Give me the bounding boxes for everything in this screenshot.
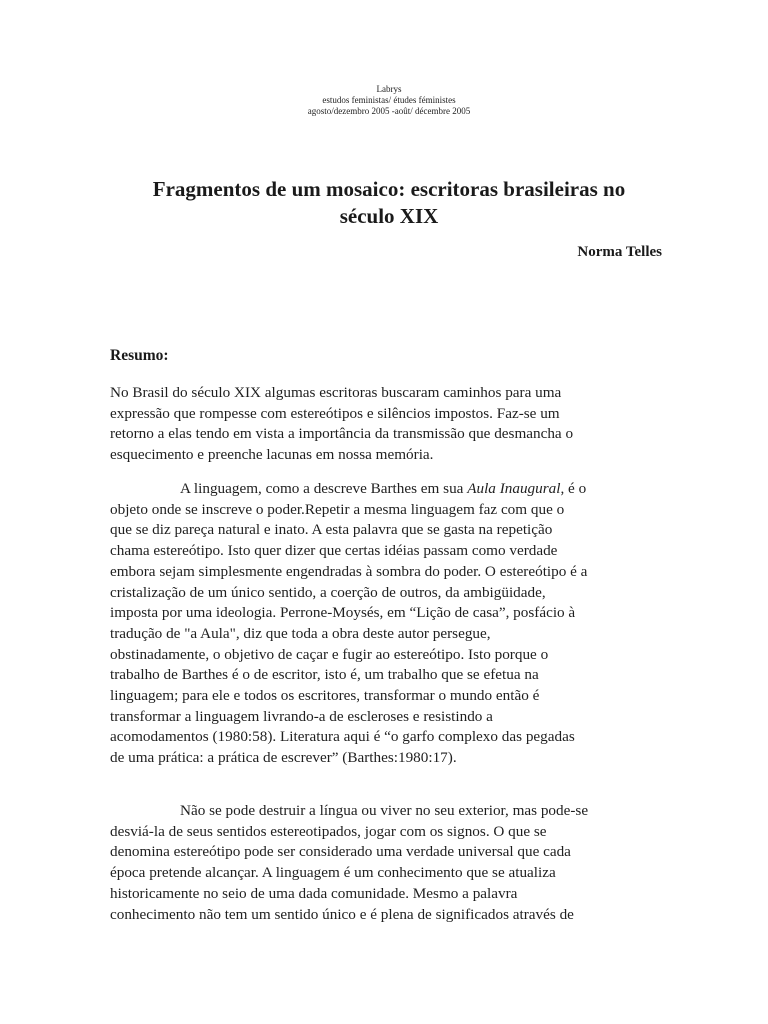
- text-line: [110, 801, 660, 822]
- abstract-paragraph: [110, 383, 660, 466]
- text-line: desviá-la de seus sentidos estereotipados, jogar com os signos. O que se: [110, 822, 547, 840]
- text-line: expressão que rompesse com estereótipos e silêncios impostos. Faz-se um: [110, 404, 560, 422]
- text-line: acomodamentos (1980:58). Literatura aqui é “o garfo complexo das pegadas: [110, 728, 575, 746]
- text-line: obstinadamente, o objetivo de caçar e fugir ao estereótipo. Isto porque o: [110, 645, 549, 663]
- book-title-italic: Aula Inaugural: [467, 480, 561, 497]
- text-line: historicamente no seio de uma dada comunidade. Mesmo a palavra: [110, 884, 518, 902]
- body-paragraph-1: [110, 479, 660, 769]
- text-line: linguagem; para ele e todos os escritores, transformar o mundo então é: [110, 687, 540, 705]
- article-title-line-2: século XIX: [339, 204, 439, 228]
- text-segment: A linguagem, como a descreve Barthes em sua: [180, 480, 468, 497]
- text-line: objeto onde se inscreve o poder.Repetir a mesma linguagem faz com que o: [110, 500, 565, 518]
- text-line: de uma prática: a prática de escrever” (Barthes:1980:17).: [110, 749, 457, 767]
- text-segment: , é o: [560, 480, 587, 497]
- text-line: No Brasil do século XIX algumas escritoras buscaram caminhos para uma: [110, 384, 562, 401]
- text-line: imposta por uma ideologia. Perrone-Moysés, em “Lição de casa”, posfácio à: [110, 604, 576, 622]
- text-line: conhecimento não tem um sentido único e é plena de significados através de: [110, 905, 574, 923]
- text-line: época pretende alcançar. A linguagem é um conhecimento que se atualiza: [110, 864, 556, 882]
- journal-subtitle: estudos feministas/ études féministes: [322, 95, 456, 105]
- article-title-line-1: Fragmentos de um mosaico: escritoras brasileiras no: [152, 177, 626, 201]
- text-line: tradução de "a Aula", diz que toda a obra deste autor persegue,: [110, 624, 491, 642]
- text-line: [110, 479, 660, 500]
- text-line: transformar a linguagem livrando-a de escleroses e resistindo a: [110, 707, 493, 725]
- text-line: embora sejam simplesmente engendradas à sombra do poder. O estereótipo é a: [110, 562, 588, 580]
- abstract-heading: Resumo:: [110, 347, 169, 364]
- article-author: Norma Telles: [577, 244, 662, 260]
- text-line: chama estereótipo. Isto quer dizer que certas idéias passam como verdade: [110, 542, 558, 560]
- text-line: denomina estereótipo pode ser considerado uma verdade universal que cada: [110, 843, 571, 861]
- journal-name: Labrys: [376, 84, 402, 94]
- journal-header: [110, 84, 668, 117]
- text-line: retorno a elas tendo em vista a importância da transmissão que desmancha o: [110, 425, 574, 443]
- body-paragraph-2: [110, 801, 660, 925]
- text-line: que se diz pareça natural e inato. A esta palavra que se gasta na repetição: [110, 521, 553, 539]
- text-segment: Não se pode destruir a língua ou viver no seu exterior, mas pode-se: [180, 802, 589, 819]
- text-line: esquecimento e preenche lacunas em nossa memória.: [110, 446, 434, 464]
- journal-date: agosto/dezembro 2005 -août/ décembre 2005: [307, 106, 471, 116]
- text-line: cristalização de um único sentido, a coerção de outros, da ambigüidade,: [110, 583, 546, 601]
- text-line: trabalho de Barthes é o de escritor, isto é, um trabalho que se efetua na: [110, 666, 539, 684]
- article-title: [110, 176, 668, 230]
